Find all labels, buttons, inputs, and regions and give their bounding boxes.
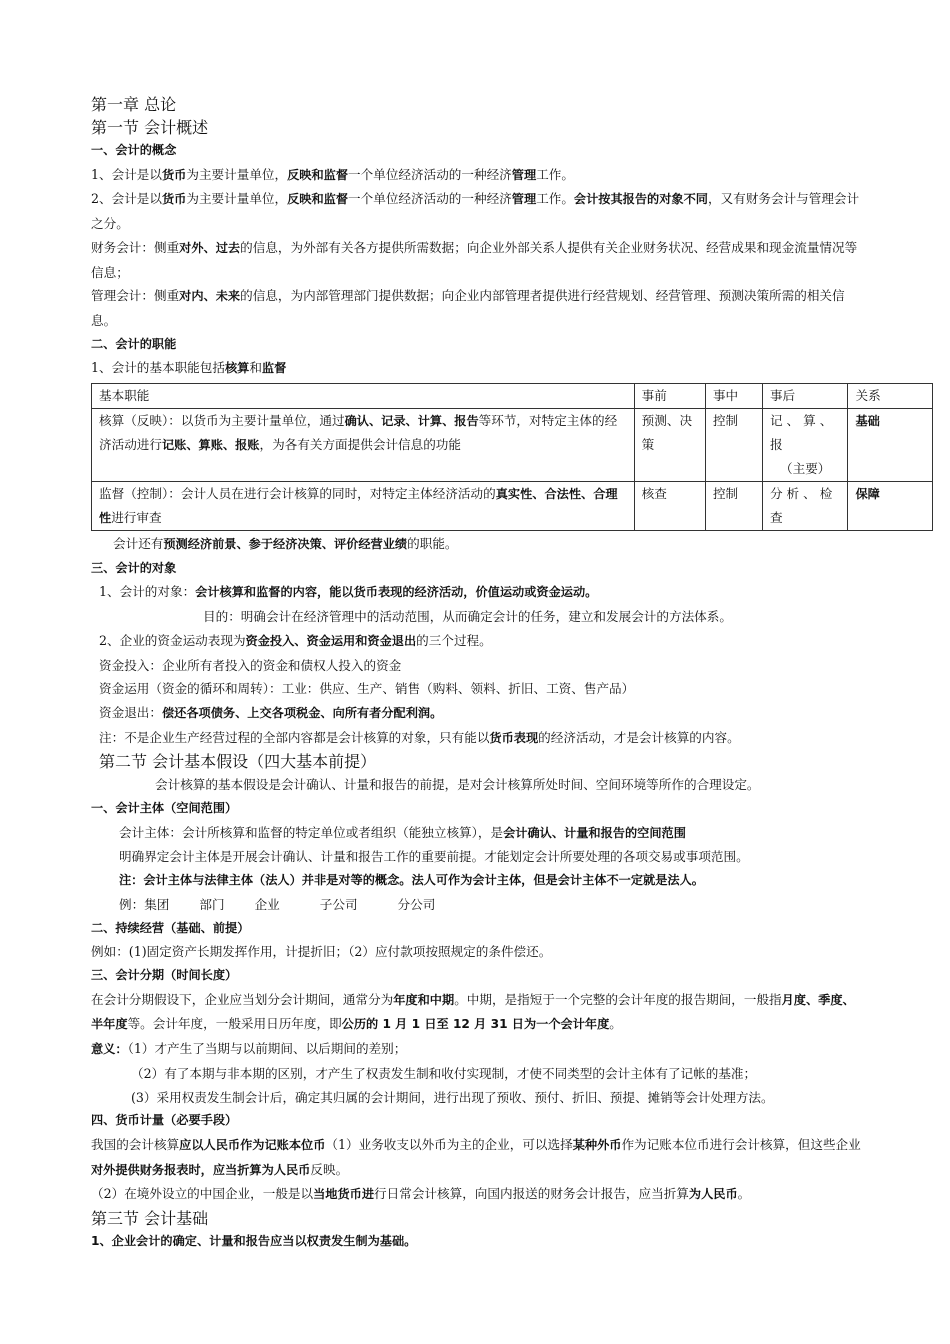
- paragraph: 1、会计是以货币为主要计量单位，反映和监督一个单位经济活动的一种经济管理工作。: [91, 166, 574, 182]
- paragraph: 在会计分期假设下，企业应当划分会计期间，通常分为年度和中期。中期，是指短于一个完整的会计年度的报告期间，一般指月度、季度、半年度等。会计年度，一般采用日历年度，即公历的 1 月 1 日至 12 月 31 日为一个会计年度。: [91, 991, 855, 1032]
- paragraph: 目的：明确会计在经济管理中的活动范围，从而确定会计的任务，建立和发展会计的方法体系。: [203, 609, 732, 625]
- table-cell: 记 、 算 、报 （主要）: [762, 409, 848, 482]
- note: 注：会计主体与法律主体（法人）并非是对等的概念。法人可作为会计主体，但是会计主体不一定就是法人。: [119, 873, 704, 888]
- paragraph: 资金运用（资金的循环和周转）：工业：供应、生产、销售（购料、领料、折旧、工资、售产品）: [99, 681, 635, 697]
- table-cell: 基础: [848, 409, 933, 482]
- heading: 一、会计主体（空间范围）: [91, 801, 238, 816]
- table-cell: 控制: [705, 482, 762, 531]
- table-header: 关系: [848, 384, 933, 409]
- paragraph: （2）有了本期与非本期的区别，才产生了权责发生制和收付实现制，才使不同类型的会计主体有了记帐的基准；: [131, 1065, 757, 1081]
- paragraph: 财务会计：侧重对外、过去的信息，为外部有关各方提供所需数据；向企业外部关系人提供有关企业财务状况、经营成果和现金流量情况等信息；: [91, 239, 858, 280]
- table-header: 事前: [634, 384, 705, 409]
- section-title: 第三节 会计基础: [91, 1209, 209, 1229]
- paragraph: 1、会计的对象：会计核算和监督的内容，能以货币表现的经济活动，价值运动或资金运动。: [99, 584, 598, 600]
- heading: 1、企业会计的确定、计量和报告应当以权责发生制为基础。: [91, 1234, 417, 1249]
- table-cell: 分 析 、 检查: [762, 482, 848, 531]
- heading: 二、持续经营（基础、前提）: [91, 920, 250, 935]
- heading: 四、货币计量（必要手段）: [91, 1113, 238, 1128]
- paragraph: 2、会计是以货币为主要计量单位，反映和监督一个单位经济活动的一种经济管理工作。会计按其报告的对象不同，又有财务会计与管理会计之分。: [91, 191, 860, 232]
- table-header: 事中: [705, 384, 762, 409]
- paragraph: 资金投入：企业所有者投入的资金和债权人投入的资金: [99, 657, 402, 673]
- function-table: [91, 383, 933, 531]
- paragraph: 管理会计：侧重对内、未来的信息，为内部管理部门提供数据；向企业内部管理者提供进行经营规划、经营管理、预测决策所需的相关信息。: [91, 288, 845, 328]
- table-cell: 核查: [634, 482, 705, 531]
- table-cell: 核算（反映）：以货币为主要计量单位，通过确认、记录、计算、报告等环节，对特定主体的经济活动进行记账、算账、报账，为各有关方面提供会计信息的功能: [92, 409, 635, 482]
- paragraph: 会计核算的基本假设是会计确认、计量和报告的前提，是对会计核算所处时间、空间环境等所作的合理设定。: [155, 777, 760, 793]
- section-title: 第二节 会计基本假设（四大基本前提）: [99, 752, 377, 772]
- paragraph: 我国的会计核算应以人民币作为记账本位币（1）业务收支以外币为主的企业，可以选择某种外币作为记账本位币进行会计核算，但这些企业对外提供财务报表时，应当折算为人民币反映。: [91, 1136, 861, 1177]
- paragraph: 会计主体：会计所核算和监督的特定单位或者组织（能独立核算），是会计确认、计量和报告的空间范围: [119, 824, 686, 840]
- table-cell: 控制: [705, 409, 762, 482]
- table-cell: 监督（控制）：会计人员在进行会计核算的同时，对特定主体经济活动的真实性、合法性、合理性进行审查: [92, 482, 635, 531]
- paragraph: 1、会计的基本职能包括核算和监督: [91, 360, 287, 376]
- table-header-row: [92, 384, 933, 409]
- paragraph: 意义：（1）才产生了当期与以前期间、以后期间的差别；: [91, 1041, 407, 1057]
- section-title: 第一节 会计概述: [91, 118, 209, 137]
- paragraph: 明确界定会计主体是开展会计确认、计量和报告工作的重要前提。才能划定会计所要处理的各项交易或事项范围。: [119, 849, 749, 865]
- table-row: [92, 482, 933, 531]
- table-cell: 预测、决策: [634, 409, 705, 482]
- heading: 一、会计的概念: [91, 143, 177, 157]
- paragraph: 会计还有预测经济前景、参于经济决策、评价经营业绩的职能。: [113, 536, 458, 552]
- example-list: 例：集团 部门 企业 子公司 分公司: [119, 896, 436, 912]
- table-header: 事后: [762, 384, 848, 409]
- table-row: [92, 409, 933, 482]
- paragraph: (3）采用权责发生制会计后，确定其归属的会计期间，进行出现了预收、预付、折旧、预提、摊销等会计处理方法。: [131, 1089, 774, 1105]
- heading: 三、会计的对象: [91, 560, 177, 575]
- chapter-title: 第一章 总论: [91, 95, 177, 114]
- paragraph: （2）在境外设立的中国企业，一般是以当地货币进行日常会计核算，向国内报送的财务会计报告，应当折算为人民币。: [91, 1186, 751, 1202]
- paragraph: 2、企业的资金运动表现为资金投入、资金运用和资金退出的三个过程。: [99, 632, 492, 648]
- heading: 二、会计的职能: [91, 336, 177, 351]
- paragraph: 资金退出：偿还各项债务、上交各项税金、向所有者分配利润。: [99, 704, 443, 720]
- document-body: [91, 93, 881, 1254]
- heading: 三、会计分期（时间长度）: [91, 967, 238, 982]
- table-cell: 保障: [848, 482, 933, 531]
- table-header: 基本职能: [92, 384, 635, 409]
- paragraph: 例如：(1)固定资产长期发挥作用，计提折旧；（2）应付款项按照规定的条件偿还。: [91, 944, 552, 960]
- note: 注：不是企业生产经营过程的全部内容都是会计核算的对象，只有能以货币表现的经济活动，才是会计核算的内容。: [99, 729, 740, 745]
